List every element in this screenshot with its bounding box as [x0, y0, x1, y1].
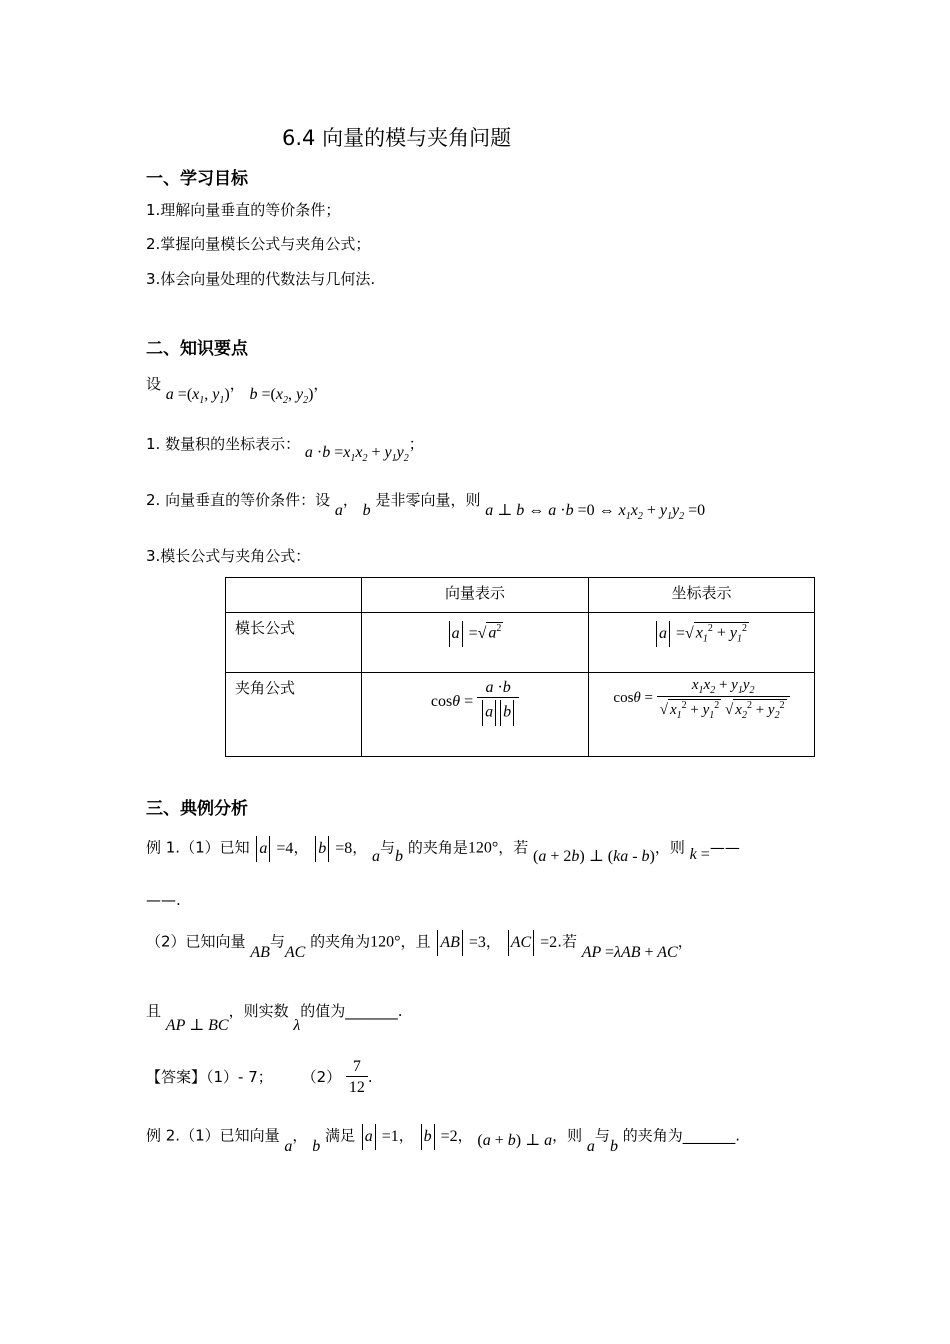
example1-part2-line2: 且 AP ⊥ BC，则实数 λ的值为_______.	[146, 1002, 403, 1034]
row-label-magnitude: 模长公式	[226, 613, 362, 673]
example2-part1: 例 2.（1）已知向量 a， b 满足 a =1， b =2， (a + b) ⊥ a，则 a与b 的夹角为_______.	[146, 1124, 740, 1150]
perpendicular-line: 2. 向量垂直的等价条件：设 a， b 是非零向量，则 a ⊥ b ⇔ a ·b =0 ⇔ $x_1x_2 + y_1y_2 =0$	[146, 491, 706, 523]
angle-coordinate-formula: cosθ = $\frac{x_1x_2 + y_1y_2}{√ x_1^2 + y_1^2 √ x_2^2 + y_2^2}$	[589, 673, 815, 757]
table-header-coordinate: 坐标表示	[589, 578, 815, 613]
example1-part2: （2）已知向量 AB与AC 的夹角为120°，且 AB =3， AC =2.若 AP =λAB + AC，	[146, 930, 693, 956]
example1-part1: 例 1.（1）已知 a =4， b =8， a与b 的夹角是120°，若 (a + 2b) ⊥ (ka - b)，则 k =——	[146, 836, 740, 862]
goal-item: 2.掌握向量模长公式与夹角公式；	[146, 235, 371, 253]
section-heading-examples: 三、典例分析	[146, 799, 248, 819]
formula-table	[225, 577, 815, 757]
answer-line: 【答案】（1）- 7； （2） $\frac{7}{12}$ .	[146, 1058, 373, 1096]
magnitude-vector-formula: a =√ $a^2$	[362, 613, 589, 673]
let-line: 设 $a =(x_1$, $y_1$)， $b =(x_2$, $y_2$)，	[146, 375, 329, 407]
dot-product-line: 1. 数量积的坐标表示： $a \cdot b =x_1x_2 + y_1y_2$；	[146, 435, 424, 465]
goal-item: 3.体会向量处理的代数法与几何法.	[146, 270, 376, 288]
angle-vector-formula: cosθ = $\frac{a \cdot b}{\text{a b}}$	[362, 673, 589, 757]
answer-numerator: 7	[352, 1058, 361, 1075]
section-heading-knowledge: 二、知识要点	[146, 339, 248, 359]
answer-denominator: 12	[346, 1076, 368, 1097]
row-label-angle: 夹角公式	[226, 673, 362, 757]
page-title: 6.4 向量的模与夹角问题	[282, 126, 512, 150]
magnitude-coordinate-formula: a =√ $x_1^2 + y_1^2$	[589, 613, 815, 673]
table-header-vector: 向量表示	[362, 578, 589, 613]
section-heading-goals: 一、学习目标	[146, 169, 248, 189]
goal-item: 1.理解向量垂直的等价条件；	[146, 201, 341, 219]
example1-blank-tail: ——.	[146, 891, 181, 909]
formula-heading: 3.模长公式与夹角公式：	[146, 547, 311, 565]
